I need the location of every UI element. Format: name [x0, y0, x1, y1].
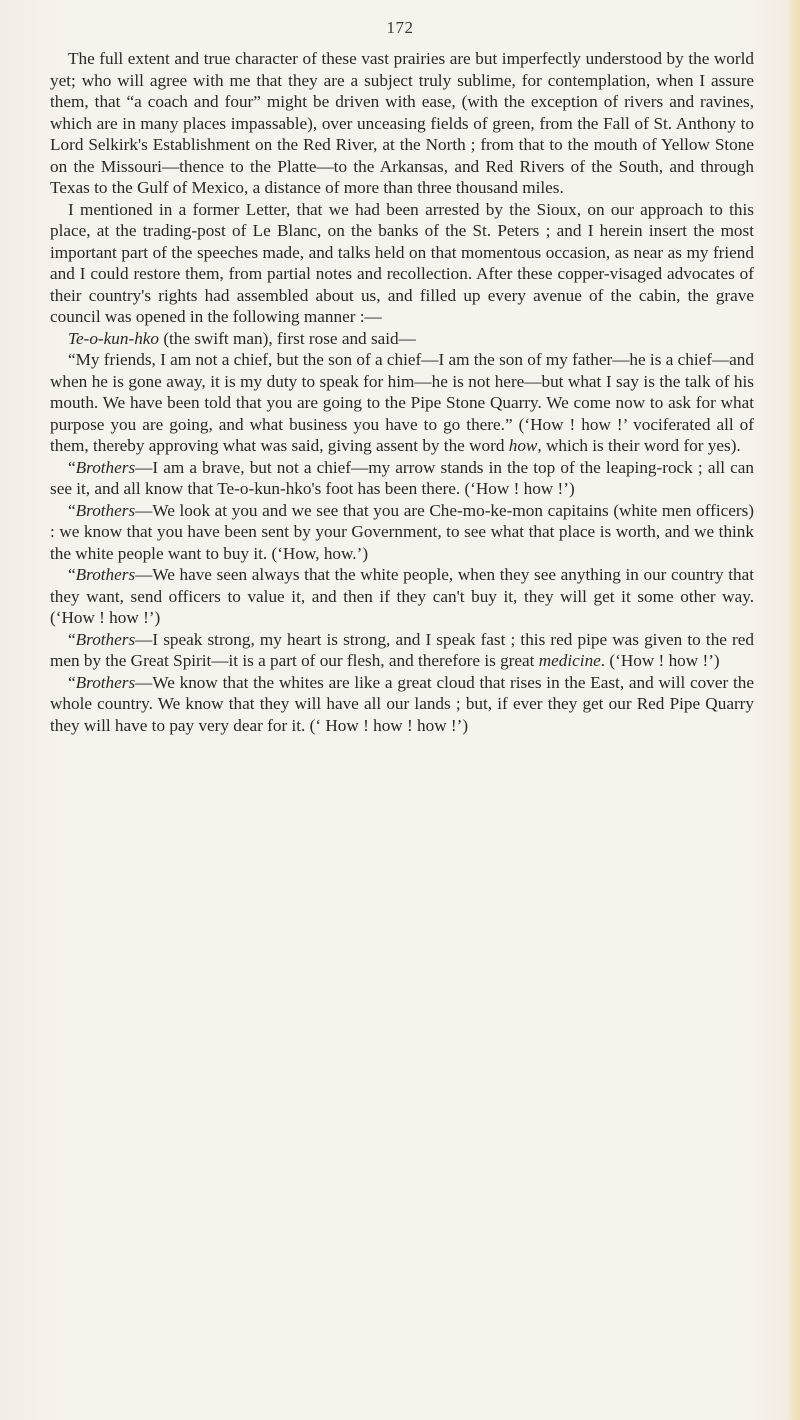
paragraph-text: —I speak strong, my heart is strong, and I speak fast ; this red pipe was given to the red men by the Great Spirit—it is a part of our flesh, and therefore is great — [50, 629, 754, 670]
paragraph-speech-white-people — [50, 564, 754, 629]
speaker-address: Brothers — [75, 672, 136, 692]
paragraph-former-letter — [50, 199, 754, 328]
emphasis-word: how — [508, 436, 538, 455]
emphasis-word: medicine — [538, 651, 601, 670]
open-quote: “ — [68, 565, 76, 584]
paragraph-text-after: . (‘How ! how !’) — [600, 651, 720, 670]
open-quote: “ — [68, 500, 76, 520]
body-text — [50, 48, 754, 736]
paragraph-text: —We have seen always that the white people, when they see anything in our country that they want, send officers to value it, and then if they can't buy it, they will get it some other way. (‘How ! how !’) — [50, 565, 754, 627]
paragraph-speech-great-cloud — [50, 672, 754, 737]
paragraph-text: —I am a brave, but not a chief—my arrow stands in the top of the leaping-rock ; all can see it, and all know that Te-o-kun-hko's foot has been there. (‘How ! how !’) — [50, 457, 754, 498]
paragraph-speech-red-pipe — [50, 629, 754, 672]
paragraph-speech-capitains — [50, 500, 754, 565]
speaker-address: Brothers — [75, 500, 136, 520]
open-quote: “ — [68, 457, 76, 477]
paragraph-text: The full extent and true character of these vast prairies are but imperfectly understood by the world yet; who will agree with me that they are a subject truly sublime, for contemplation, when I assure them, that “a coach and four” might be driven with ease, (with the exception of rivers and ravines, which are in many places impassable), over unceasing fields of green, from the Fall of St. Anthony to Lord Selkirk's Establishment on the Red River, at the North ; from that to the mouth of Yellow Stone on the Missouri—thence to the Platte—to the Arkansas, and Red Rivers of the South, and through Texas to the Gulf of Mexico, a distance of more than three thousand miles. — [50, 49, 754, 197]
page-number: 172 — [386, 18, 414, 37]
paragraph-text: —We look at you and we see that you are Che-mo-ke-mon capitains (white men officers) : we know that you have been sent by your Government, to see what that place is worth, and we think the white people want to buy it. (‘How, how.’) — [50, 500, 754, 563]
open-quote: “ — [68, 672, 76, 692]
paragraph-text: “My friends, I am not a chief, but the son of a chief—I am the son of my father—he is a chief—and when he is gone away, it is my duty to speak for him—he is not here—but what I say is the talk of his mouth. We have been told that you are going to the Pipe Stone Quarry. We come now to ask for what purpose you are going, and what business you have to go there.” (‘How ! how !’ vociferated all of them, thereby approving what was said, giving assent by the word — [50, 350, 754, 455]
paragraph-speech-friends — [50, 349, 754, 457]
speaker-address: Brothers — [75, 457, 136, 477]
paragraph-speech-brave — [50, 457, 754, 500]
paragraph-text-after: , which is their word for yes). — [537, 436, 741, 455]
paragraph-text: —We know that the whites are like a great cloud that rises in the East, and will cover the whole country. We know that they will have all our lands ; but, if ever they get our Red Pipe Quarry they will have to pay very dear for it. (‘ How ! how ! how !’) — [50, 672, 754, 735]
speaker-address: Brothers — [75, 565, 136, 584]
paragraph-text: I mentioned in a former Letter, that we had been arrested by the Sioux, on our approach to this place, at the trading-post of Le Blanc, on the banks of the St. Peters ; and I herein insert the most important part of the speeches made, and talks held on that momentous occasion, as near as my friend and I could restore them, from partial notes and recollection. After these copper-visaged advocates of their country's rights had assembled about us, and filled up every avenue of the cabin, the grave council was opened in the following manner :— — [50, 199, 754, 326]
paragraph-text: (the swift man), first rose and said— — [159, 328, 416, 348]
page-edge-shading — [786, 0, 800, 1420]
open-quote: “ — [68, 629, 76, 649]
speaker-name: Te-o-kun-hko — [68, 328, 160, 348]
paragraph-prairies — [50, 48, 754, 199]
paragraph-speaker-intro — [50, 328, 754, 350]
speaker-address: Brothers — [75, 629, 136, 649]
